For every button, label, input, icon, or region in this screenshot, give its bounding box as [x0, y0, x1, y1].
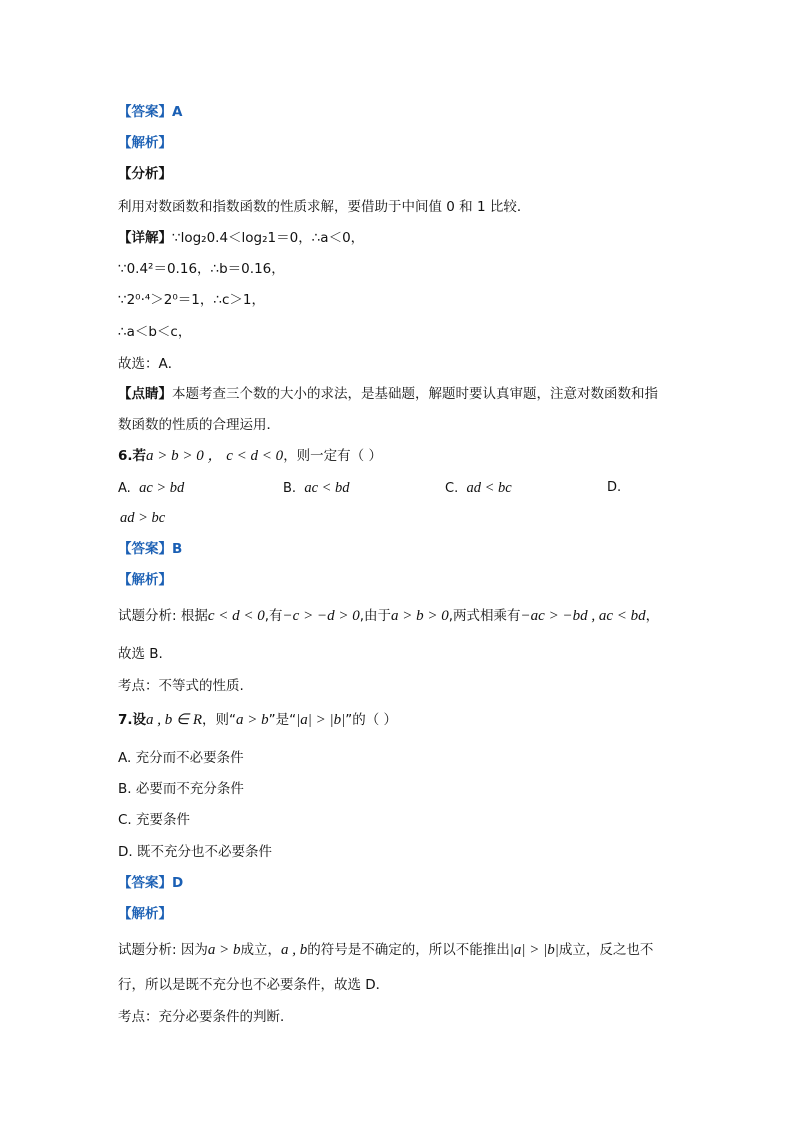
q5-fenxi-text: 利用对数函数和指数函数的性质求解，要借助于中间值 0 和 1 比较． [118, 199, 531, 215]
answer-value: A [172, 104, 183, 120]
q7-option-b: B. 必要而不充分条件 [118, 781, 244, 797]
q6-kaodian: 考点：不等式的性质. [118, 678, 244, 694]
q6-answer-line: 【答案】B [118, 541, 183, 557]
answer-label: 【答案】 [118, 104, 172, 120]
q7-option-c: C. 充要条件 [118, 812, 191, 828]
q5-fenxi-label: 【分析】 [118, 166, 172, 182]
q5-detail-line2: ∵0.4²＝0.16，∴b＝0.16， [118, 261, 285, 277]
q7-analysis-line1: 试题分析: 因为a > b成立，a , b的符号是不确定的，所以不能推出|a| > |b|成立，反之也不 [118, 942, 654, 958]
q5-dianjing-line2: 数函数的性质的合理运用． [118, 417, 280, 433]
q6-option-a: A. ac > bd [118, 480, 185, 496]
q6-analysis-text: 试题分析: 根据c < d < 0,有−c > −d > 0,由于a > b > 0,两式相乘有−ac > −bd , ac < bd， [118, 608, 660, 624]
q5-dianjing-line1: 【点睛】本题考查三个数的大小的求法，是基础题，解题时要认真审题，注意对数函数和指 [118, 386, 658, 402]
q5-detail-line1: 【详解】∵log₂0.4＜log₂1＝0，∴a＜0， [118, 230, 365, 246]
q7-kaodian: 考点：充分必要条件的判断． [118, 1009, 294, 1025]
q6-choice: 故选 B. [118, 646, 163, 662]
q7-analysis-line2: 行，所以是既不充分也不必要条件，故选 D． [118, 977, 390, 993]
q5-detail-line3: ∵2⁰·⁴＞2⁰＝1，∴c＞1， [118, 292, 265, 308]
q6-stem: 6.若a > b > 0 ， c < d < 0，则一定有（ ） [118, 448, 382, 464]
q5-choice: 故选：A． [118, 356, 182, 372]
q7-answer-line: 【答案】D [118, 875, 184, 891]
q6-analysis-label: 【解析】 [118, 572, 172, 588]
q5-analysis-label: 【解析】 [118, 135, 172, 151]
q7-option-d: D. 既不充分也不必要条件 [118, 844, 272, 860]
q5-answer-line [118, 103, 182, 121]
q7-option-a: A. 充分而不必要条件 [118, 750, 244, 766]
q7-stem: 7.设a , b ∈ R，则“a > b”是“|a| > |b|”的（ ） [118, 712, 398, 728]
q6-option-d-letter: D. [607, 480, 622, 495]
q6-option-b: B. ac < bd [283, 480, 350, 496]
q5-detail-line4: ∴a＜b＜c， [118, 324, 192, 340]
q6-option-c: C. ad < bc [445, 480, 512, 496]
q6-option-d-text: ad > bc [120, 510, 166, 526]
q7-analysis-label: 【解析】 [118, 906, 172, 922]
